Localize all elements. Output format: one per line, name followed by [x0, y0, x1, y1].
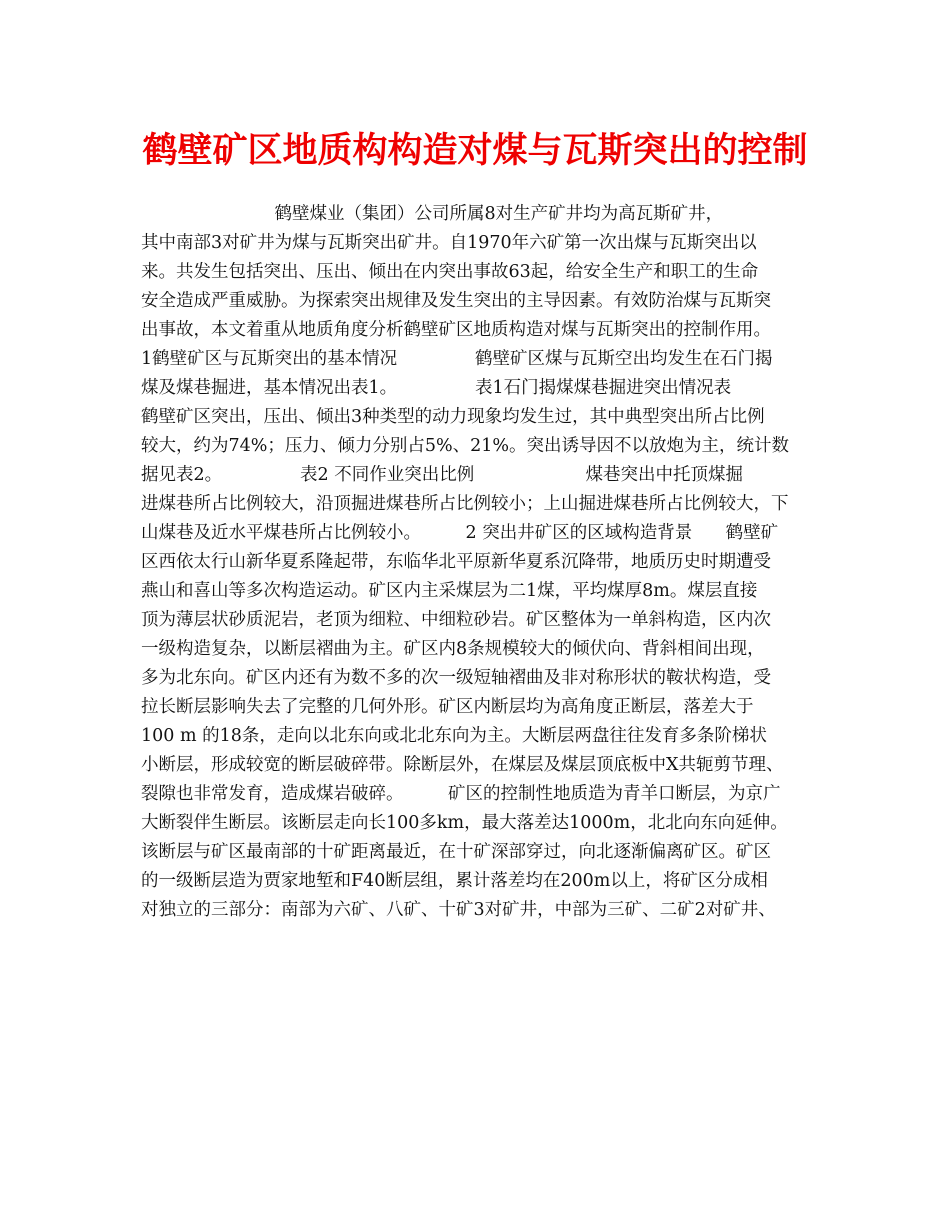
body-line: 1鹤壁矿区与瓦斯突出的基本情况 鹤壁矿区煤与瓦斯空出均发生在石门揭	[141, 349, 773, 369]
body-line: 区西依太行山新华夏系隆起带，东临华北平原新华夏系沉降带，地质历史时期遭受	[141, 552, 771, 572]
body-line: 鹤壁矿区突出，压出、倾出3种类型的动力现象均发生过，其中典型突出所占比例	[141, 407, 765, 427]
body-line: 的一级断层造为贾家地堑和F40断层组，累计落差均在200m以上，将矿区分成相	[141, 871, 768, 891]
body-line: 大断裂伴生断层。该断层走向长100多km，最大落差达1000m，北北向东向延伸。	[141, 813, 788, 833]
body-line: 小断层，形成较宽的断层破碎带。除断层外，在煤层及煤层顶底板中X共轭剪节理、	[141, 755, 784, 775]
body-line: 来。共发生包括突出、压出、倾出在内突出事故63起，给安全生产和职工的生命	[141, 262, 759, 282]
body-line: 顶为薄层状砂质泥岩，老顶为细粒、中细粒砂岩。矿区整体为一单斜构造，区内次	[141, 610, 771, 630]
body-line: 裂隙也非常发育，造成煤岩破碎。 矿区的控制性地质造为青羊口断层，为京广	[141, 784, 781, 804]
body-line: 据见表2。 表2 不同作业突出比例 煤巷突出中托顶煤掘	[141, 465, 743, 485]
body-line: 鹤壁煤业（集团）公司所属8对生产矿井均为高瓦斯矿井，	[141, 204, 724, 224]
body-line: 燕山和喜山等多次构造运动。矿区内主采煤层为二1煤，平均煤厚8m。煤层直接	[141, 581, 758, 601]
body-line: 进煤巷所占比例较大，沿顶掘进煤巷所占比例较小；上山掘进煤巷所占比例较大，下	[141, 494, 789, 514]
body-line: 该断层与矿区最南部的十矿距离最近，在十矿深部穿过，向北逐渐偏离矿区。矿区	[141, 842, 771, 862]
body-line: 其中南部3对矿井为煤与瓦斯突出矿井。自1970年六矿第一次出煤与瓦斯突出以	[141, 233, 757, 253]
body-line: 多为北东向。矿区内还有为数不多的次一级短轴褶曲及非对称形状的鞍状构造，受	[141, 668, 771, 688]
document-body	[141, 200, 821, 925]
document-title: 鹤壁矿区地质构构造对煤与瓦斯突出的控制	[142, 130, 808, 171]
body-line: 安全造成严重威胁。为探索突出规律及发生突出的主导因素。有效防治煤与瓦斯突	[141, 291, 771, 311]
body-line: 较大，约为74%；压力、倾力分别占5%、21%。突出诱导因不以放炮为主，统计数	[141, 436, 790, 456]
body-line: 出事故，本文着重从地质角度分析鹤壁矿区地质构造对煤与瓦斯突出的控制作用。	[141, 320, 771, 340]
body-line: 一级构造复杂，以断层褶曲为主。矿区内8条规模较大的倾伏向、背斜相间出现，	[141, 639, 765, 659]
body-line: 对独立的三部分：南部为六矿、八矿、十矿3对矿井，中部为三矿、二矿2对矿井、	[141, 900, 776, 920]
body-line: 煤及煤巷掘进，基本情况出表1。 表1石门揭煤煤巷掘进突出情况表	[141, 378, 732, 398]
body-line: 山煤巷及近水平煤巷所占比例较小。 2 突出井矿区的区域构造背景 鹤壁矿	[141, 523, 779, 543]
body-line: 拉长断层影响失去了完整的几何外形。矿区内断层均为高角度正断层，落差大于	[141, 697, 754, 717]
body-line: 100 m 的18条，走向以北东向或北北东向为主。大断层两盘往往发育多条阶梯状	[141, 726, 767, 746]
